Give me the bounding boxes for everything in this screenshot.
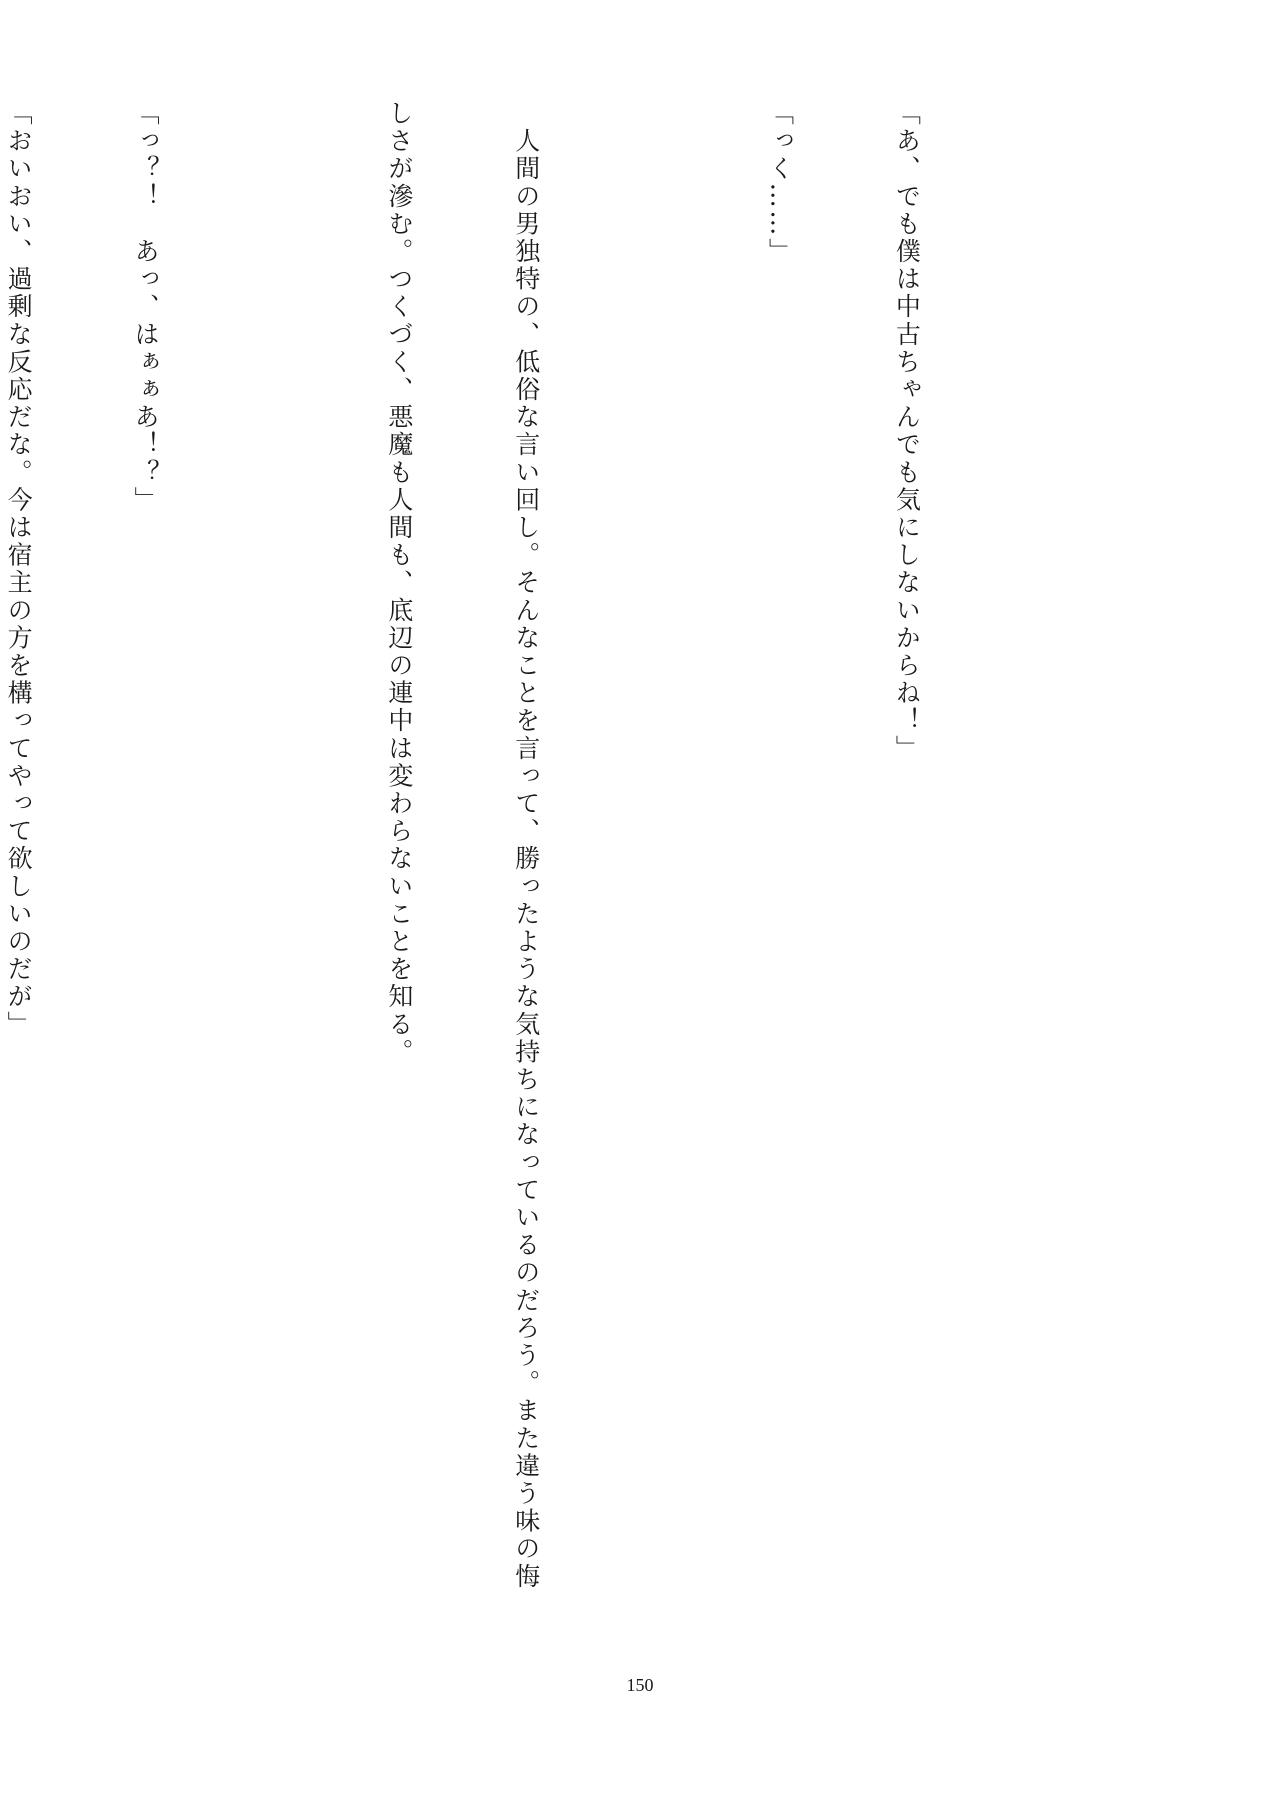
text-line: 人間の男独特の、低俗な言い回し。そんなことを言って、勝ったような気持ちになっているのだろう。また違う味の悔 <box>511 100 541 1591</box>
text-line: 「っ？！ あっ、はぁぁあ！？」 <box>131 100 161 514</box>
text-line: 「あ、でも僕は中古ちゃんでも気にしないからね！」 <box>892 100 922 763</box>
blank-line <box>631 100 673 1560</box>
page-number: 150 <box>626 1675 654 1695</box>
text-line: しさが滲む。つくづく、悪魔も人間も、底辺の連中は変わらないことを知る。 <box>384 100 414 1066</box>
vertical-text-body <box>0 100 1012 1591</box>
text-line: 「っく……」 <box>765 100 795 266</box>
text-line: 「おいおい、過剰な反応だな。今は宿主の方を構ってやって欲しいのだが」 <box>4 100 34 1039</box>
blank-line <box>251 100 293 1560</box>
